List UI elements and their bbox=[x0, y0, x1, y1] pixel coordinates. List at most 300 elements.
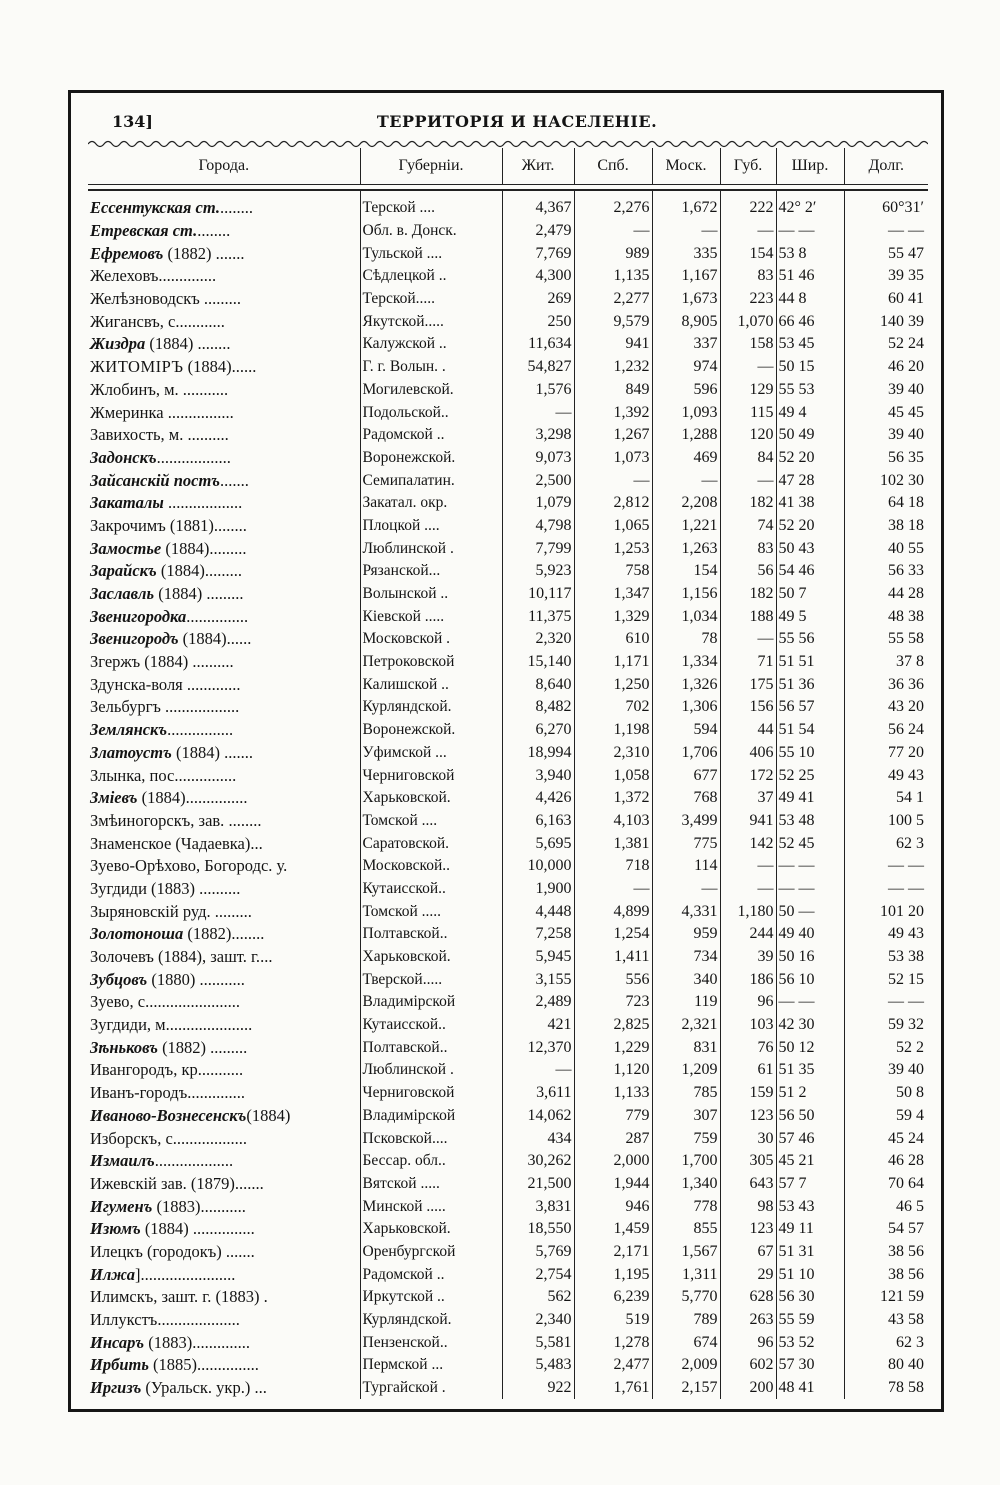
cell-latitude: 52 45 bbox=[776, 832, 844, 855]
cell-moscow: 1,288 bbox=[652, 424, 720, 447]
cell-latitude: 50 — bbox=[776, 900, 844, 923]
cell-governorate: Томской ..... bbox=[360, 900, 502, 923]
cell-longitude: 56 33 bbox=[844, 560, 928, 583]
cell-longitude: 60 41 bbox=[844, 288, 928, 311]
cell-city bbox=[88, 1036, 360, 1059]
cell-governorate: Полтавской.. bbox=[360, 1036, 502, 1059]
cell-spb: 1,073 bbox=[574, 447, 652, 470]
cell-latitude: 53 52 bbox=[776, 1331, 844, 1354]
cell-spb: 1,065 bbox=[574, 515, 652, 538]
city-name: Зайсанскій постъ bbox=[90, 470, 220, 490]
cell-moscow: — bbox=[652, 878, 720, 901]
cell-longitude: 49 43 bbox=[844, 764, 928, 787]
cell-gub: 263 bbox=[720, 1309, 776, 1332]
table-row bbox=[88, 537, 928, 560]
cell-moscow: — bbox=[652, 220, 720, 243]
col-header-city: Города. bbox=[198, 157, 250, 174]
page-header bbox=[112, 106, 922, 140]
city-name: Иванъ-городъ bbox=[90, 1083, 188, 1103]
cell-governorate: Люблинской . bbox=[360, 537, 502, 560]
table-row bbox=[88, 1354, 928, 1377]
cell-governorate: Тульской .... bbox=[360, 242, 502, 265]
cell-latitude: 49 11 bbox=[776, 1218, 844, 1241]
cell-spb: 2,812 bbox=[574, 492, 652, 515]
cell-governorate: Владимірской bbox=[360, 991, 502, 1014]
cell-governorate: Тверской..... bbox=[360, 968, 502, 991]
cell-gub: 67 bbox=[720, 1241, 776, 1264]
table-body bbox=[88, 190, 928, 1399]
city-suffix: (1879)....... bbox=[186, 1173, 264, 1193]
cell-moscow: 855 bbox=[652, 1218, 720, 1241]
cell-gub: 156 bbox=[720, 696, 776, 719]
cell-longitude: 45 45 bbox=[844, 401, 928, 424]
cell-population: 21,500 bbox=[502, 1173, 574, 1196]
cell-gub: 83 bbox=[720, 265, 776, 288]
cell-moscow: 1,700 bbox=[652, 1150, 720, 1173]
cell-longitude: 59 32 bbox=[844, 1014, 928, 1037]
cell-governorate: Саратовской. bbox=[360, 832, 502, 855]
cell-latitude: 55 59 bbox=[776, 1309, 844, 1332]
table-row bbox=[88, 764, 928, 787]
table-row bbox=[88, 515, 928, 538]
city-name: Знаменское (Чадаевка) bbox=[90, 833, 251, 853]
cell-city bbox=[88, 1127, 360, 1150]
table-row bbox=[88, 265, 928, 288]
cell-longitude: 44 28 bbox=[844, 583, 928, 606]
cell-moscow: 114 bbox=[652, 855, 720, 878]
cell-population: 11,375 bbox=[502, 605, 574, 628]
cell-population: 2,320 bbox=[502, 628, 574, 651]
cell-longitude: 46 5 bbox=[844, 1195, 928, 1218]
cell-longitude: 52 24 bbox=[844, 333, 928, 356]
city-name: Ивангородъ, кр. bbox=[90, 1060, 202, 1080]
cell-longitude: 38 18 bbox=[844, 515, 928, 538]
cell-population: 54,827 bbox=[502, 356, 574, 379]
cell-population: — bbox=[502, 401, 574, 424]
city-suffix: ........... bbox=[179, 311, 225, 331]
cell-spb: 779 bbox=[574, 1105, 652, 1128]
cell-latitude: 51 31 bbox=[776, 1241, 844, 1264]
table-row bbox=[88, 242, 928, 265]
table-row bbox=[88, 605, 928, 628]
cell-population: 2,479 bbox=[502, 220, 574, 243]
city-suffix: .............. bbox=[187, 1083, 245, 1103]
city-name: Жлобинъ, м. bbox=[90, 379, 179, 399]
cell-latitude: 52 20 bbox=[776, 515, 844, 538]
cell-governorate: Харьковской. bbox=[360, 787, 502, 810]
table-row bbox=[88, 1127, 928, 1150]
table-row bbox=[88, 855, 928, 878]
cell-longitude: 55 47 bbox=[844, 242, 928, 265]
cell-city bbox=[88, 469, 360, 492]
cell-spb: 1,278 bbox=[574, 1331, 652, 1354]
cell-latitude: 53 45 bbox=[776, 333, 844, 356]
cell-longitude: 64 18 bbox=[844, 492, 928, 515]
cell-governorate: Волынской .. bbox=[360, 583, 502, 606]
cell-latitude: 51 2 bbox=[776, 1082, 844, 1105]
city-name: Зугдиди, м. bbox=[90, 1015, 170, 1035]
table-row bbox=[88, 1082, 928, 1105]
cell-latitude: 50 49 bbox=[776, 424, 844, 447]
city-suffix: (Уральск. укр.) ... bbox=[141, 1378, 267, 1398]
cell-spb: 702 bbox=[574, 696, 652, 719]
cell-city bbox=[88, 515, 360, 538]
city-suffix: ................ bbox=[167, 720, 234, 740]
cell-longitude: 39 40 bbox=[844, 424, 928, 447]
cell-latitude: 50 16 bbox=[776, 946, 844, 969]
city-name: Желеховъ bbox=[90, 266, 159, 286]
cell-population: 5,769 bbox=[502, 1241, 574, 1264]
cell-governorate: Владимірской bbox=[360, 1105, 502, 1128]
cell-spb: — bbox=[574, 469, 652, 492]
cell-latitude: 51 36 bbox=[776, 673, 844, 696]
cell-spb: 1,392 bbox=[574, 401, 652, 424]
cell-gub: 74 bbox=[720, 515, 776, 538]
city-suffix: ....... bbox=[221, 1241, 255, 1261]
cell-population: 562 bbox=[502, 1286, 574, 1309]
cell-longitude: 140 39 bbox=[844, 310, 928, 333]
cell-city bbox=[88, 878, 360, 901]
cell-governorate: Калишской .. bbox=[360, 673, 502, 696]
cell-governorate: Семипалатин. bbox=[360, 469, 502, 492]
table-row bbox=[88, 1377, 928, 1400]
cell-latitude: 55 53 bbox=[776, 379, 844, 402]
cell-city bbox=[88, 1354, 360, 1377]
cell-spb: 1,195 bbox=[574, 1263, 652, 1286]
city-suffix: (1884)............... bbox=[137, 788, 248, 808]
cell-moscow: 469 bbox=[652, 447, 720, 470]
cell-latitude: 57 46 bbox=[776, 1127, 844, 1150]
cell-gub: 182 bbox=[720, 492, 776, 515]
cell-gub: 56 bbox=[720, 560, 776, 583]
cell-city bbox=[88, 1377, 360, 1400]
table-row bbox=[88, 190, 928, 220]
cell-governorate: Радомской .. bbox=[360, 1263, 502, 1286]
city-name: Ирбить bbox=[90, 1355, 149, 1375]
cell-population: 4,448 bbox=[502, 900, 574, 923]
city-suffix: (1884) ....... bbox=[171, 742, 253, 762]
cell-gub: 29 bbox=[720, 1263, 776, 1286]
cell-longitude: 53 38 bbox=[844, 946, 928, 969]
cell-gub: — bbox=[720, 878, 776, 901]
cell-longitude: 46 28 bbox=[844, 1150, 928, 1173]
cell-latitude: 52 20 bbox=[776, 447, 844, 470]
city-name: Жигансвъ, с. bbox=[90, 311, 180, 331]
table-row bbox=[88, 991, 928, 1014]
cell-governorate: Калужской .. bbox=[360, 333, 502, 356]
col-header-gub: Губ. bbox=[720, 148, 776, 185]
cell-moscow: 768 bbox=[652, 787, 720, 810]
city-name: Етревская ст. bbox=[90, 221, 198, 241]
cell-longitude: 56 35 bbox=[844, 447, 928, 470]
city-suffix: .................... bbox=[157, 1310, 240, 1330]
cell-latitude: 52 25 bbox=[776, 764, 844, 787]
cell-gub: 154 bbox=[720, 242, 776, 265]
city-suffix: (1884) bbox=[246, 1105, 291, 1125]
cell-spb: 2,277 bbox=[574, 288, 652, 311]
cell-gub: 84 bbox=[720, 447, 776, 470]
city-name: Зыряновскій руд. bbox=[90, 901, 211, 921]
table-row bbox=[88, 379, 928, 402]
cell-city bbox=[88, 379, 360, 402]
cell-latitude: 55 10 bbox=[776, 742, 844, 765]
col-header-population: Жит. bbox=[502, 148, 574, 185]
cell-latitude: 66 46 bbox=[776, 310, 844, 333]
city-suffix: .................. bbox=[163, 493, 243, 513]
cell-moscow: 1,326 bbox=[652, 673, 720, 696]
cell-spb: 1,171 bbox=[574, 651, 652, 674]
cell-governorate: Закатал. окр. bbox=[360, 492, 502, 515]
cell-population: 5,945 bbox=[502, 946, 574, 969]
cell-longitude: 62 3 bbox=[844, 1331, 928, 1354]
cell-city bbox=[88, 946, 360, 969]
cell-moscow: 154 bbox=[652, 560, 720, 583]
table-row bbox=[88, 696, 928, 719]
city-name: Ижевскій зав. bbox=[90, 1173, 187, 1193]
cell-spb: 519 bbox=[574, 1309, 652, 1332]
cell-moscow: 2,157 bbox=[652, 1377, 720, 1400]
cell-latitude: 44 8 bbox=[776, 288, 844, 311]
cell-gub: 123 bbox=[720, 1105, 776, 1128]
cell-latitude: 56 57 bbox=[776, 696, 844, 719]
cell-gub: 1,070 bbox=[720, 310, 776, 333]
cell-spb: 4,899 bbox=[574, 900, 652, 923]
cell-governorate: Вятской ..... bbox=[360, 1173, 502, 1196]
city-suffix: (1884) ........ bbox=[145, 334, 231, 354]
cell-population: 2,489 bbox=[502, 991, 574, 1014]
cell-spb: 718 bbox=[574, 855, 652, 878]
city-suffix: (1882) ....... bbox=[163, 243, 245, 263]
cell-gub: 115 bbox=[720, 401, 776, 424]
table-row bbox=[88, 673, 928, 696]
cell-governorate: Харьковской. bbox=[360, 946, 502, 969]
cell-latitude: 45 21 bbox=[776, 1150, 844, 1173]
cell-latitude: 51 10 bbox=[776, 1263, 844, 1286]
cell-latitude: 49 41 bbox=[776, 787, 844, 810]
cell-moscow: 734 bbox=[652, 946, 720, 969]
cell-spb: 1,381 bbox=[574, 832, 652, 855]
table-row bbox=[88, 1263, 928, 1286]
cell-governorate: Воронежской. bbox=[360, 719, 502, 742]
cell-city bbox=[88, 1082, 360, 1105]
col-header-spb: Спб. bbox=[574, 148, 652, 185]
table-row bbox=[88, 401, 928, 424]
city-suffix: ... bbox=[250, 833, 263, 853]
cell-spb: 610 bbox=[574, 628, 652, 651]
city-name: Завихость, м. bbox=[90, 425, 184, 445]
cell-spb: 1,135 bbox=[574, 265, 652, 288]
cell-moscow: 1,156 bbox=[652, 583, 720, 606]
cell-latitude: 51 35 bbox=[776, 1059, 844, 1082]
cell-latitude: 53 8 bbox=[776, 242, 844, 265]
city-suffix: .......... bbox=[201, 1060, 244, 1080]
cell-gub: 643 bbox=[720, 1173, 776, 1196]
cell-moscow: 785 bbox=[652, 1082, 720, 1105]
city-suffix: ....... bbox=[219, 470, 249, 490]
cell-longitude: 80 40 bbox=[844, 1354, 928, 1377]
cell-population: 18,550 bbox=[502, 1218, 574, 1241]
city-name: Илжа bbox=[90, 1264, 136, 1284]
table-row bbox=[88, 1309, 928, 1332]
city-name: Изборскъ, с. bbox=[90, 1128, 177, 1148]
cell-longitude: — — bbox=[844, 855, 928, 878]
city-suffix: ........ bbox=[220, 198, 254, 218]
cell-population: 15,140 bbox=[502, 651, 574, 674]
cell-city bbox=[88, 1173, 360, 1196]
cell-gub: 200 bbox=[720, 1377, 776, 1400]
city-name: Зарайскъ bbox=[90, 561, 157, 581]
table-row bbox=[88, 1218, 928, 1241]
cell-spb: 2,310 bbox=[574, 742, 652, 765]
cell-governorate: Плоцкой .... bbox=[360, 515, 502, 538]
cell-moscow: 1,673 bbox=[652, 288, 720, 311]
city-name: Згержъ bbox=[90, 652, 141, 672]
cell-governorate: Обл. в. Донск. bbox=[360, 220, 502, 243]
cell-population: 922 bbox=[502, 1377, 574, 1400]
cell-moscow: 307 bbox=[652, 1105, 720, 1128]
cell-latitude: — — bbox=[776, 991, 844, 1014]
city-name: Зубцовъ bbox=[90, 969, 148, 989]
cell-gub: 628 bbox=[720, 1286, 776, 1309]
cell-spb: 1,229 bbox=[574, 1036, 652, 1059]
cell-population: 6,270 bbox=[502, 719, 574, 742]
cell-longitude: 39 40 bbox=[844, 1059, 928, 1082]
city-name: Замостье bbox=[90, 538, 162, 558]
cell-governorate: Уфимской ... bbox=[360, 742, 502, 765]
city-suffix: ........ bbox=[224, 810, 262, 830]
cell-longitude: 77 20 bbox=[844, 742, 928, 765]
cell-spb: 946 bbox=[574, 1195, 652, 1218]
cell-spb: 1,411 bbox=[574, 946, 652, 969]
cell-governorate: Радомской .. bbox=[360, 424, 502, 447]
cell-longitude: 52 2 bbox=[844, 1036, 928, 1059]
cell-population: 3,611 bbox=[502, 1082, 574, 1105]
cell-population: 3,831 bbox=[502, 1195, 574, 1218]
cell-moscow: 594 bbox=[652, 719, 720, 742]
cell-gub: 142 bbox=[720, 832, 776, 855]
cell-latitude: 50 7 bbox=[776, 583, 844, 606]
city-name: Звенигородка bbox=[90, 606, 187, 626]
city-suffix: (1882)........ bbox=[183, 924, 265, 944]
cell-city bbox=[88, 220, 360, 243]
cell-gub: 182 bbox=[720, 583, 776, 606]
cell-latitude: 53 43 bbox=[776, 1195, 844, 1218]
cell-city bbox=[88, 832, 360, 855]
city-suffix: (1884)...... bbox=[183, 357, 257, 377]
cell-longitude: 52 15 bbox=[844, 968, 928, 991]
cell-longitude: 54 57 bbox=[844, 1218, 928, 1241]
city-suffix: (1883)........... bbox=[152, 1196, 246, 1216]
cell-city bbox=[88, 583, 360, 606]
cell-population: 10,000 bbox=[502, 855, 574, 878]
cell-moscow: 1,263 bbox=[652, 537, 720, 560]
city-name: Злынка, пос. bbox=[90, 765, 179, 785]
cell-latitude: 42° 2′ bbox=[776, 190, 844, 220]
cell-gub: 96 bbox=[720, 991, 776, 1014]
cell-moscow: 2,009 bbox=[652, 1354, 720, 1377]
table-row bbox=[88, 469, 928, 492]
cell-moscow: 1,706 bbox=[652, 742, 720, 765]
city-suffix: (1884) .......... bbox=[140, 652, 234, 672]
cell-latitude: 51 54 bbox=[776, 719, 844, 742]
cell-population: 2,500 bbox=[502, 469, 574, 492]
city-suffix: (1884)......... bbox=[161, 538, 247, 558]
table-row bbox=[88, 492, 928, 515]
city-name: Измаилъ bbox=[90, 1151, 155, 1171]
cell-city bbox=[88, 190, 360, 220]
cell-governorate: Черниговской bbox=[360, 764, 502, 787]
table-row bbox=[88, 946, 928, 969]
cell-latitude: — — bbox=[776, 220, 844, 243]
cell-governorate: Кутаисской.. bbox=[360, 1014, 502, 1037]
cell-city bbox=[88, 401, 360, 424]
cell-gub: — bbox=[720, 628, 776, 651]
cell-city bbox=[88, 764, 360, 787]
cell-governorate: Якутской..... bbox=[360, 310, 502, 333]
city-suffix: ......... bbox=[199, 289, 242, 309]
cell-spb: 9,579 bbox=[574, 310, 652, 333]
city-name: Иргизъ bbox=[90, 1378, 142, 1398]
cell-spb: 556 bbox=[574, 968, 652, 991]
city-name: Изюмъ bbox=[90, 1219, 141, 1239]
cell-latitude: 50 15 bbox=[776, 356, 844, 379]
city-name: Заславль bbox=[90, 584, 155, 604]
table-row bbox=[88, 1195, 928, 1218]
cell-longitude: 45 24 bbox=[844, 1127, 928, 1150]
cell-moscow: 1,311 bbox=[652, 1263, 720, 1286]
city-name: Иваново-Вознесенскъ bbox=[90, 1105, 247, 1125]
table-row bbox=[88, 1105, 928, 1128]
cell-governorate: Пензенской.. bbox=[360, 1331, 502, 1354]
cell-gub: 83 bbox=[720, 537, 776, 560]
cell-spb: 1,944 bbox=[574, 1173, 652, 1196]
cell-moscow: 340 bbox=[652, 968, 720, 991]
city-name: Зуево-Орѣхово, Богородс. у. bbox=[90, 856, 288, 876]
cell-spb: 2,825 bbox=[574, 1014, 652, 1037]
cell-spb: 989 bbox=[574, 242, 652, 265]
cell-city bbox=[88, 1059, 360, 1082]
cell-city bbox=[88, 1263, 360, 1286]
cell-gub: — bbox=[720, 855, 776, 878]
cell-city bbox=[88, 1195, 360, 1218]
cell-city bbox=[88, 242, 360, 265]
table-row bbox=[88, 310, 928, 333]
city-name: Желѣзноводскъ bbox=[90, 289, 200, 309]
cell-city bbox=[88, 356, 360, 379]
cell-gub: — bbox=[720, 220, 776, 243]
cell-city bbox=[88, 696, 360, 719]
cell-spb: — bbox=[574, 220, 652, 243]
city-name: Закрочимъ bbox=[90, 515, 166, 535]
cell-city bbox=[88, 288, 360, 311]
table-row bbox=[88, 333, 928, 356]
cell-population: 1,079 bbox=[502, 492, 574, 515]
cell-moscow: 1,334 bbox=[652, 651, 720, 674]
cell-gub: 406 bbox=[720, 742, 776, 765]
table-row bbox=[88, 220, 928, 243]
city-suffix: ................ bbox=[163, 402, 234, 422]
cell-governorate: Курляндской. bbox=[360, 1309, 502, 1332]
cell-longitude: 70 64 bbox=[844, 1173, 928, 1196]
table-header bbox=[88, 148, 928, 190]
cell-governorate: Московской . bbox=[360, 628, 502, 651]
cell-spb: 1,250 bbox=[574, 673, 652, 696]
cell-city bbox=[88, 537, 360, 560]
cell-spb: 2,000 bbox=[574, 1150, 652, 1173]
city-name: Игуменъ bbox=[90, 1196, 153, 1216]
cell-moscow: 1,306 bbox=[652, 696, 720, 719]
city-suffix: (1883).............. bbox=[144, 1332, 250, 1352]
